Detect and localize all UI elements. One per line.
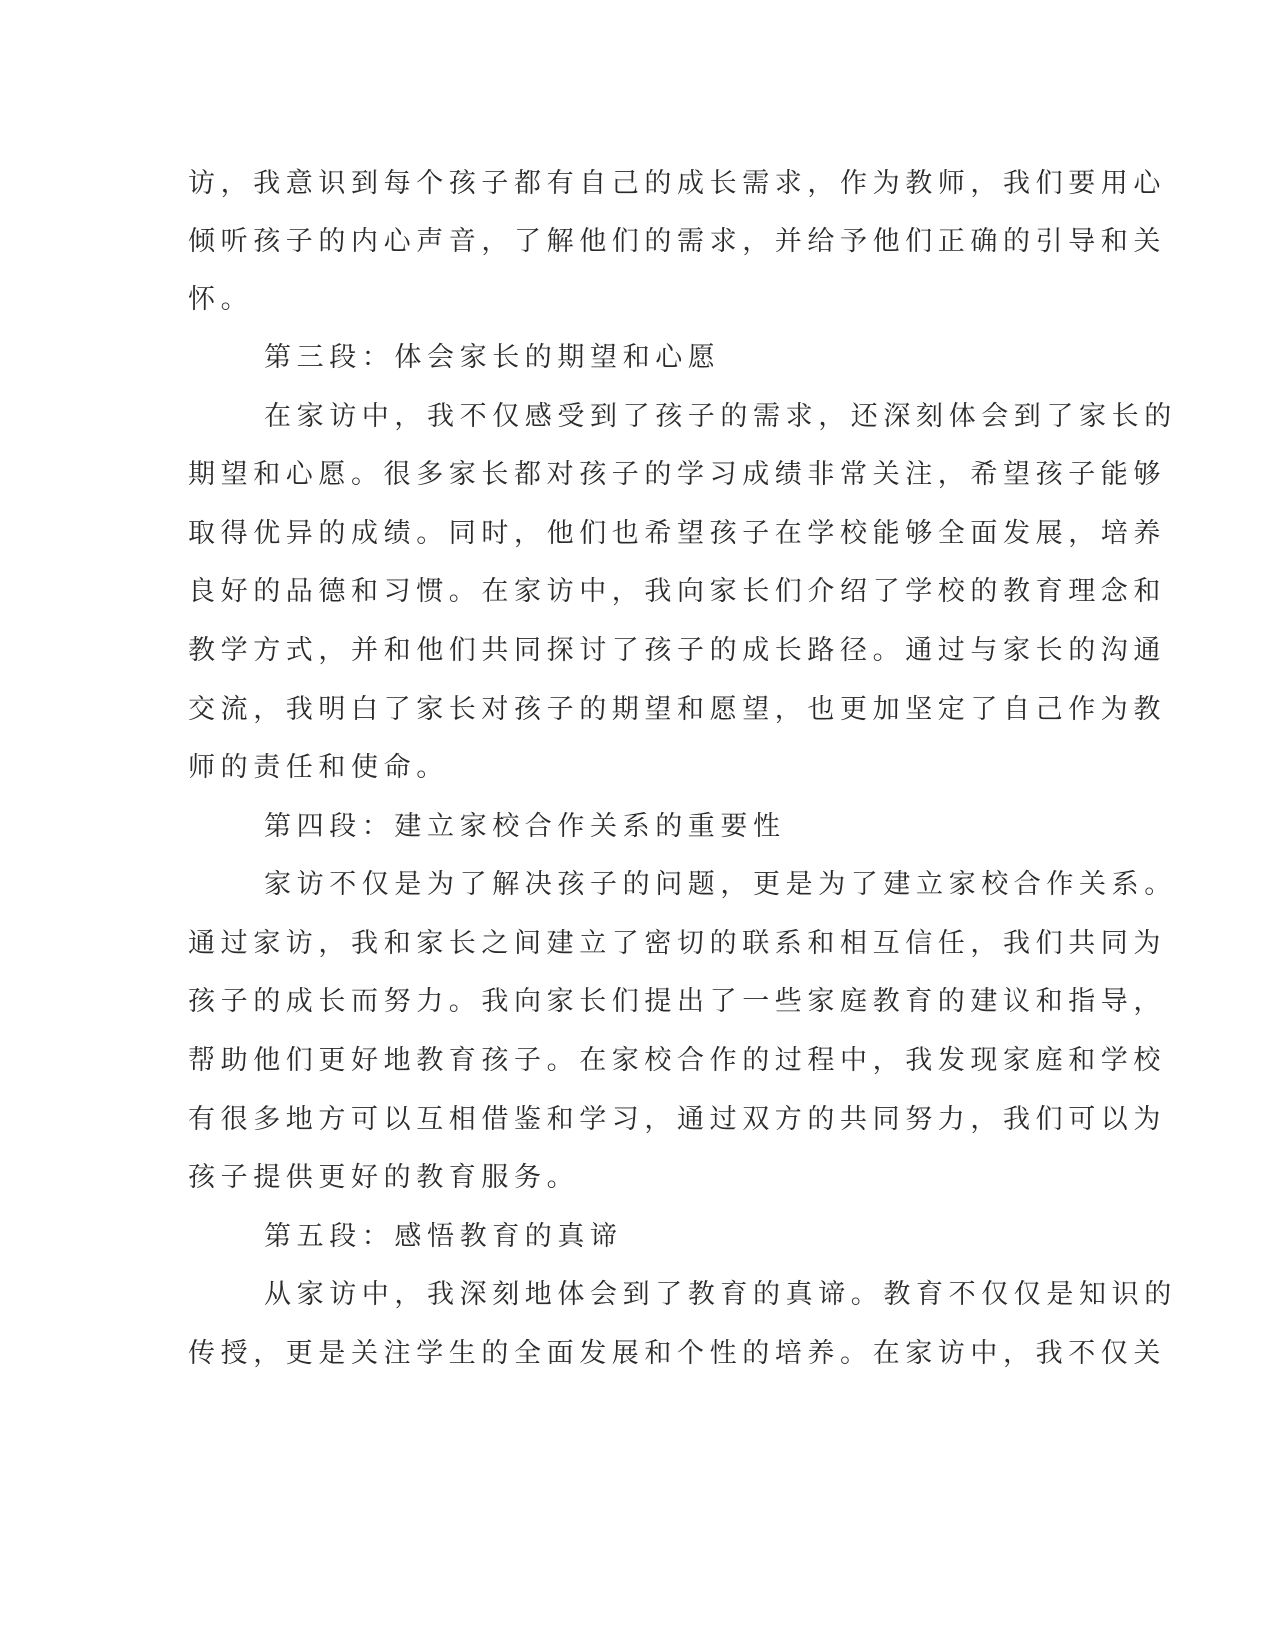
- paragraph-start-line: 在家访中，我不仅感受到了孩子的需求，还深刻体会到了家长的: [264, 401, 1177, 432]
- section-heading-5: 第五段：感悟教育的真谛: [264, 1221, 623, 1252]
- body-text-line: 取得优异的成绩。同时，他们也希望孩子在学校能够全面发展，培养: [188, 518, 1166, 549]
- body-text-line: 孩子提供更好的教育服务。: [188, 1162, 580, 1193]
- body-text-line: 教学方式，并和他们共同探讨了孩子的成长路径。通过与家长的沟通: [188, 635, 1166, 666]
- body-text-line: 师的责任和使命。: [188, 752, 449, 783]
- body-text-line: 孩子的成长而努力。我向家长们提出了一些家庭教育的建议和指导，: [188, 986, 1166, 1017]
- body-text-line: 通过家访，我和家长之间建立了密切的联系和相互信任，我们共同为: [188, 928, 1166, 959]
- body-text-line: 传授，更是关注学生的全面发展和个性的培养。在家访中，我不仅关: [188, 1338, 1166, 1369]
- body-text-line: 交流，我明白了家长对孩子的期望和愿望，也更加坚定了自己作为教: [188, 694, 1166, 725]
- body-text-line: 怀。: [188, 284, 254, 315]
- body-text-line: 良好的品德和习惯。在家访中，我向家长们介绍了学校的教育理念和: [188, 576, 1166, 607]
- body-text-line: 倾听孩子的内心声音，了解他们的需求，并给予他们正确的引导和关: [188, 226, 1166, 257]
- section-heading-4: 第四段：建立家校合作关系的重要性: [264, 811, 786, 842]
- body-text-line: 期望和心愿。很多家长都对孩子的学习成绩非常关注，希望孩子能够: [188, 459, 1166, 490]
- body-text-line: 访，我意识到每个孩子都有自己的成长需求，作为教师，我们要用心: [188, 168, 1166, 199]
- paragraph-start-line: 从家访中，我深刻地体会到了教育的真谛。教育不仅仅是知识的: [264, 1279, 1177, 1310]
- body-text-line: 帮助他们更好地教育孩子。在家校合作的过程中，我发现家庭和学校: [188, 1045, 1166, 1076]
- section-heading-3: 第三段：体会家长的期望和心愿: [264, 342, 721, 373]
- body-text-line: 有很多地方可以互相借鉴和学习，通过双方的共同努力，我们可以为: [188, 1104, 1166, 1135]
- paragraph-start-line: 家访不仅是为了解决孩子的问题，更是为了建立家校合作关系。: [264, 869, 1177, 900]
